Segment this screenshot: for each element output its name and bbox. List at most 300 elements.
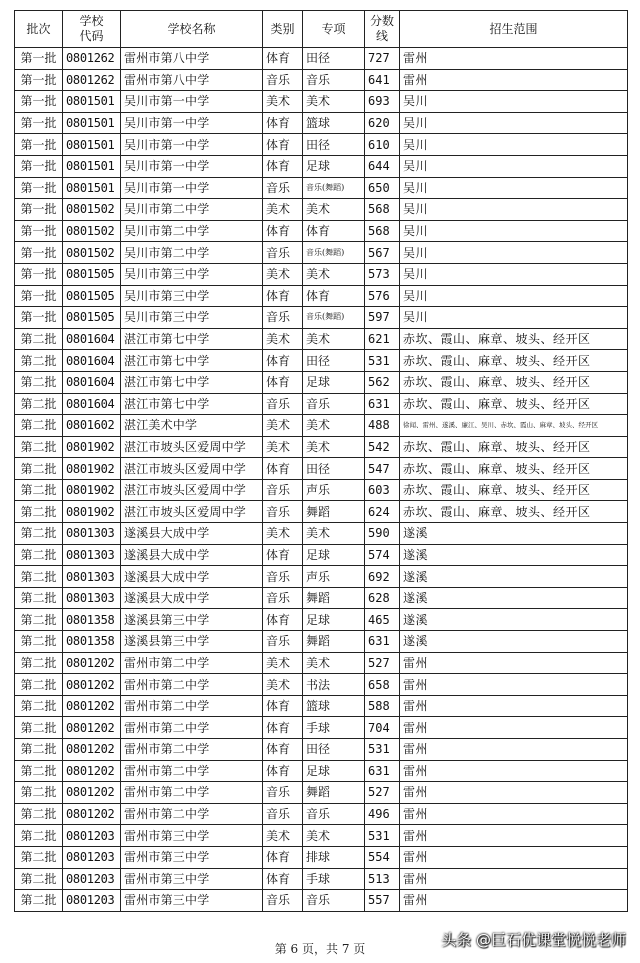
score-cell: 704 (365, 717, 400, 739)
school-code-cell: 0801902 (63, 458, 121, 480)
category-cell: 美术 (263, 825, 303, 847)
table-row (15, 501, 628, 523)
school-code-cell: 0801202 (63, 803, 121, 825)
scope-cell: 雷州 (400, 825, 628, 847)
category-cell: 体育 (263, 458, 303, 480)
table-row (15, 69, 628, 91)
scope-cell: 雷州 (400, 782, 628, 804)
batch-cell: 第二批 (15, 782, 63, 804)
specialty-cell: 音乐(舞蹈) (303, 307, 365, 329)
batch-cell: 第二批 (15, 415, 63, 437)
score-cell: 624 (365, 501, 400, 523)
table-row (15, 760, 628, 782)
batch-cell: 第一批 (15, 220, 63, 242)
school-code-cell: 0801604 (63, 350, 121, 372)
school-name-cell: 湛江美术中学 (121, 415, 263, 437)
score-cell: 650 (365, 177, 400, 199)
category-cell: 美术 (263, 436, 303, 458)
school-code-cell: 0801303 (63, 523, 121, 545)
table-row (15, 177, 628, 199)
score-cell: 547 (365, 458, 400, 480)
table-row (15, 587, 628, 609)
batch-cell: 第二批 (15, 609, 63, 631)
specialty-cell: 田径 (303, 458, 365, 480)
table-row (15, 652, 628, 674)
specialty-cell: 篮球 (303, 695, 365, 717)
school-name-cell: 吴川市第一中学 (121, 112, 263, 134)
scope-cell: 赤坎、霞山、麻章、坡头、经开区 (400, 350, 628, 372)
school-name-cell: 雷州市第三中学 (121, 890, 263, 912)
score-cell: 554 (365, 846, 400, 868)
category-cell: 美术 (263, 328, 303, 350)
score-cell: 727 (365, 48, 400, 70)
column-header: 专项 (303, 11, 365, 48)
category-cell: 体育 (263, 717, 303, 739)
specialty-cell: 田径 (303, 739, 365, 761)
category-cell: 体育 (263, 371, 303, 393)
scope-cell: 吴川 (400, 112, 628, 134)
category-cell: 音乐 (263, 393, 303, 415)
batch-cell: 第二批 (15, 436, 63, 458)
score-cell: 641 (365, 69, 400, 91)
scope-cell: 雷州 (400, 717, 628, 739)
school-code-cell: 0801203 (63, 846, 121, 868)
school-name-cell: 遂溪县大成中学 (121, 566, 263, 588)
batch-cell: 第二批 (15, 566, 63, 588)
category-cell: 体育 (263, 868, 303, 890)
batch-cell: 第二批 (15, 458, 63, 480)
school-name-cell: 湛江市坡头区爱周中学 (121, 479, 263, 501)
table-row (15, 199, 628, 221)
category-cell: 美术 (263, 415, 303, 437)
batch-cell: 第二批 (15, 674, 63, 696)
school-name-cell: 湛江市第七中学 (121, 328, 263, 350)
table-row (15, 220, 628, 242)
scope-cell: 吴川 (400, 220, 628, 242)
category-cell: 体育 (263, 220, 303, 242)
batch-cell: 第一批 (15, 242, 63, 264)
score-cell: 488 (365, 415, 400, 437)
table-row (15, 825, 628, 847)
school-name-cell: 雷州市第二中学 (121, 739, 263, 761)
scope-cell: 雷州 (400, 69, 628, 91)
specialty-cell: 田径 (303, 350, 365, 372)
category-cell: 体育 (263, 760, 303, 782)
score-cell: 610 (365, 134, 400, 156)
school-name-cell: 湛江市坡头区爱周中学 (121, 458, 263, 480)
specialty-cell: 美术 (303, 328, 365, 350)
scope-cell: 遂溪 (400, 566, 628, 588)
specialty-cell: 体育 (303, 285, 365, 307)
table-body (15, 48, 628, 912)
school-name-cell: 雷州市第三中学 (121, 868, 263, 890)
score-cell: 527 (365, 782, 400, 804)
school-name-cell: 湛江市坡头区爱周中学 (121, 436, 263, 458)
batch-cell: 第二批 (15, 501, 63, 523)
school-name-cell: 遂溪县大成中学 (121, 544, 263, 566)
batch-cell: 第一批 (15, 307, 63, 329)
school-code-cell: 0801902 (63, 436, 121, 458)
school-name-cell: 湛江市第七中学 (121, 393, 263, 415)
batch-cell: 第二批 (15, 393, 63, 415)
category-cell: 体育 (263, 155, 303, 177)
specialty-cell: 足球 (303, 609, 365, 631)
table-row (15, 695, 628, 717)
category-cell: 美术 (263, 652, 303, 674)
scope-cell: 遂溪 (400, 587, 628, 609)
scope-cell: 吴川 (400, 307, 628, 329)
table-row (15, 371, 628, 393)
batch-cell: 第一批 (15, 48, 63, 70)
school-code-cell: 0801202 (63, 652, 121, 674)
batch-cell: 第二批 (15, 587, 63, 609)
category-cell: 音乐 (263, 69, 303, 91)
category-cell: 音乐 (263, 307, 303, 329)
table-row (15, 328, 628, 350)
specialty-cell: 声乐 (303, 479, 365, 501)
column-header: 招生范围 (400, 11, 628, 48)
specialty-cell: 美术 (303, 436, 365, 458)
column-header: 学校 代码 (63, 11, 121, 48)
school-code-cell: 0801501 (63, 91, 121, 113)
specialty-cell: 美术 (303, 652, 365, 674)
school-name-cell: 吴川市第三中学 (121, 263, 263, 285)
batch-cell: 第二批 (15, 695, 63, 717)
school-code-cell: 0801202 (63, 760, 121, 782)
batch-cell: 第二批 (15, 652, 63, 674)
batch-cell: 第二批 (15, 803, 63, 825)
score-cell: 568 (365, 199, 400, 221)
score-cell: 620 (365, 112, 400, 134)
category-cell: 体育 (263, 112, 303, 134)
category-cell: 音乐 (263, 782, 303, 804)
school-code-cell: 0801502 (63, 220, 121, 242)
scope-cell: 赤坎、霞山、麻章、坡头、经开区 (400, 328, 628, 350)
school-name-cell: 遂溪县大成中学 (121, 587, 263, 609)
specialty-cell: 声乐 (303, 566, 365, 588)
specialty-cell: 足球 (303, 155, 365, 177)
table-row (15, 674, 628, 696)
batch-cell: 第一批 (15, 263, 63, 285)
score-cell: 692 (365, 566, 400, 588)
batch-cell: 第二批 (15, 350, 63, 372)
school-name-cell: 吴川市第二中学 (121, 242, 263, 264)
school-code-cell: 0801602 (63, 415, 121, 437)
scope-cell: 雷州 (400, 760, 628, 782)
score-cell: 576 (365, 285, 400, 307)
school-code-cell: 0801501 (63, 155, 121, 177)
batch-cell: 第二批 (15, 890, 63, 912)
scope-cell: 遂溪 (400, 609, 628, 631)
category-cell: 体育 (263, 846, 303, 868)
scope-cell: 吴川 (400, 134, 628, 156)
specialty-cell: 体育 (303, 220, 365, 242)
table-row (15, 566, 628, 588)
school-name-cell: 雷州市第二中学 (121, 695, 263, 717)
batch-cell: 第二批 (15, 328, 63, 350)
table-row (15, 631, 628, 653)
school-name-cell: 雷州市第二中学 (121, 717, 263, 739)
scope-cell: 雷州 (400, 868, 628, 890)
category-cell: 体育 (263, 134, 303, 156)
scope-cell: 雷州 (400, 739, 628, 761)
school-name-cell: 雷州市第三中学 (121, 846, 263, 868)
scope-cell: 遂溪 (400, 544, 628, 566)
score-cell: 531 (365, 825, 400, 847)
table-header (15, 11, 628, 48)
column-header: 分数 线 (365, 11, 400, 48)
scope-cell: 赤坎、霞山、麻章、坡头、经开区 (400, 371, 628, 393)
category-cell: 音乐 (263, 479, 303, 501)
school-name-cell: 遂溪县大成中学 (121, 523, 263, 545)
table-row (15, 717, 628, 739)
specialty-cell: 足球 (303, 371, 365, 393)
school-code-cell: 0801262 (63, 48, 121, 70)
specialty-cell: 音乐 (303, 69, 365, 91)
school-name-cell: 遂溪县第三中学 (121, 631, 263, 653)
table-row (15, 112, 628, 134)
school-name-cell: 雷州市第二中学 (121, 803, 263, 825)
scope-cell: 遂溪 (400, 523, 628, 545)
score-cell: 597 (365, 307, 400, 329)
batch-cell: 第一批 (15, 285, 63, 307)
table-row (15, 285, 628, 307)
specialty-cell: 足球 (303, 544, 365, 566)
school-name-cell: 雷州市第二中学 (121, 652, 263, 674)
school-name-cell: 吴川市第一中学 (121, 177, 263, 199)
category-cell: 美术 (263, 91, 303, 113)
category-cell: 体育 (263, 695, 303, 717)
specialty-cell: 美术 (303, 263, 365, 285)
school-code-cell: 0801502 (63, 242, 121, 264)
specialty-cell: 手球 (303, 717, 365, 739)
score-cell: 603 (365, 479, 400, 501)
scope-cell: 雷州 (400, 48, 628, 70)
batch-cell: 第一批 (15, 155, 63, 177)
school-name-cell: 吴川市第二中学 (121, 220, 263, 242)
specialty-cell: 田径 (303, 134, 365, 156)
school-code-cell: 0801604 (63, 328, 121, 350)
table-row (15, 458, 628, 480)
batch-cell: 第一批 (15, 91, 63, 113)
school-code-cell: 0801203 (63, 868, 121, 890)
school-code-cell: 0801202 (63, 695, 121, 717)
category-cell: 体育 (263, 739, 303, 761)
batch-cell: 第一批 (15, 69, 63, 91)
score-cell: 590 (365, 523, 400, 545)
scope-cell: 吴川 (400, 263, 628, 285)
scope-cell: 吴川 (400, 177, 628, 199)
school-code-cell: 0801902 (63, 501, 121, 523)
scope-cell: 雷州 (400, 652, 628, 674)
score-cell: 531 (365, 350, 400, 372)
category-cell: 音乐 (263, 242, 303, 264)
table-row (15, 846, 628, 868)
scope-cell: 赤坎、霞山、麻章、坡头、经开区 (400, 458, 628, 480)
score-cell: 644 (365, 155, 400, 177)
scope-cell: 雷州 (400, 890, 628, 912)
scope-cell: 赤坎、霞山、麻章、坡头、经开区 (400, 501, 628, 523)
school-name-cell: 吴川市第一中学 (121, 91, 263, 113)
school-code-cell: 0801604 (63, 371, 121, 393)
score-cell: 588 (365, 695, 400, 717)
batch-cell: 第一批 (15, 112, 63, 134)
specialty-cell: 舞蹈 (303, 587, 365, 609)
page-footer: 第 6 页，共 7 页 (274, 942, 366, 956)
table-row (15, 91, 628, 113)
specialty-cell: 音乐(舞蹈) (303, 177, 365, 199)
category-cell: 体育 (263, 544, 303, 566)
specialty-cell: 舞蹈 (303, 782, 365, 804)
category-cell: 音乐 (263, 566, 303, 588)
table-row (15, 436, 628, 458)
school-name-cell: 雷州市第二中学 (121, 760, 263, 782)
batch-cell: 第二批 (15, 479, 63, 501)
category-cell: 美术 (263, 263, 303, 285)
batch-cell: 第二批 (15, 544, 63, 566)
batch-cell: 第二批 (15, 760, 63, 782)
school-code-cell: 0801202 (63, 739, 121, 761)
batch-cell: 第一批 (15, 134, 63, 156)
school-code-cell: 0801202 (63, 717, 121, 739)
school-code-cell: 0801202 (63, 782, 121, 804)
score-cell: 527 (365, 652, 400, 674)
school-code-cell: 0801203 (63, 825, 121, 847)
batch-cell: 第二批 (15, 717, 63, 739)
category-cell: 体育 (263, 285, 303, 307)
column-header: 批次 (15, 11, 63, 48)
school-code-cell: 0801303 (63, 587, 121, 609)
score-cell: 693 (365, 91, 400, 113)
school-name-cell: 湛江市第七中学 (121, 350, 263, 372)
category-cell: 音乐 (263, 501, 303, 523)
school-code-cell: 0801505 (63, 263, 121, 285)
table-row (15, 415, 628, 437)
specialty-cell: 音乐 (303, 803, 365, 825)
batch-cell: 第二批 (15, 631, 63, 653)
table-row (15, 134, 628, 156)
school-code-cell: 0801501 (63, 177, 121, 199)
school-code-cell: 0801303 (63, 544, 121, 566)
table-row (15, 242, 628, 264)
specialty-cell: 音乐 (303, 393, 365, 415)
score-cell: 631 (365, 760, 400, 782)
specialty-cell: 美术 (303, 825, 365, 847)
table-row (15, 263, 628, 285)
score-cell: 496 (365, 803, 400, 825)
specialty-cell: 美术 (303, 91, 365, 113)
table-row (15, 350, 628, 372)
specialty-cell: 音乐(舞蹈) (303, 242, 365, 264)
specialty-cell: 音乐 (303, 890, 365, 912)
batch-cell: 第二批 (15, 846, 63, 868)
table-row (15, 782, 628, 804)
scope-cell: 雷州 (400, 695, 628, 717)
score-cell: 531 (365, 739, 400, 761)
batch-cell: 第二批 (15, 825, 63, 847)
specialty-cell: 美术 (303, 199, 365, 221)
specialty-cell: 舞蹈 (303, 501, 365, 523)
score-cell: 658 (365, 674, 400, 696)
school-name-cell: 遂溪县第三中学 (121, 609, 263, 631)
school-name-cell: 雷州市第三中学 (121, 825, 263, 847)
score-cell: 628 (365, 587, 400, 609)
specialty-cell: 手球 (303, 868, 365, 890)
category-cell: 音乐 (263, 803, 303, 825)
school-name-cell: 湛江市第七中学 (121, 371, 263, 393)
score-cell: 621 (365, 328, 400, 350)
batch-cell: 第二批 (15, 868, 63, 890)
column-header: 学校名称 (121, 11, 263, 48)
score-cell: 542 (365, 436, 400, 458)
admission-table-page (14, 10, 627, 912)
school-code-cell: 0801262 (63, 69, 121, 91)
header-row (15, 11, 628, 48)
table-row (15, 609, 628, 631)
specialty-cell: 舞蹈 (303, 631, 365, 653)
school-code-cell: 0801604 (63, 393, 121, 415)
specialty-cell: 美术 (303, 415, 365, 437)
scope-cell: 吴川 (400, 199, 628, 221)
table-row (15, 155, 628, 177)
table-row (15, 803, 628, 825)
batch-cell: 第二批 (15, 739, 63, 761)
category-cell: 体育 (263, 609, 303, 631)
table-row (15, 393, 628, 415)
category-cell: 音乐 (263, 587, 303, 609)
scope-cell: 徐闻、雷州、遂溪、廉江、吴川、赤坎、霞山、麻章、坡头、经开区 (400, 415, 628, 437)
score-cell: 568 (365, 220, 400, 242)
score-cell: 562 (365, 371, 400, 393)
category-cell: 美术 (263, 523, 303, 545)
score-cell: 631 (365, 393, 400, 415)
school-code-cell: 0801358 (63, 609, 121, 631)
school-name-cell: 吴川市第三中学 (121, 307, 263, 329)
school-name-cell: 吴川市第一中学 (121, 155, 263, 177)
school-code-cell: 0801505 (63, 307, 121, 329)
school-code-cell: 0801902 (63, 479, 121, 501)
scope-cell: 吴川 (400, 91, 628, 113)
table-row (15, 48, 628, 70)
specialty-cell: 美术 (303, 523, 365, 545)
column-header: 类别 (263, 11, 303, 48)
category-cell: 音乐 (263, 177, 303, 199)
scope-cell: 吴川 (400, 155, 628, 177)
table-row (15, 544, 628, 566)
scope-cell: 吴川 (400, 242, 628, 264)
school-name-cell: 吴川市第二中学 (121, 199, 263, 221)
table-row (15, 479, 628, 501)
category-cell: 体育 (263, 350, 303, 372)
school-code-cell: 0801203 (63, 890, 121, 912)
school-name-cell: 雷州市第二中学 (121, 674, 263, 696)
table-row (15, 868, 628, 890)
score-cell: 573 (365, 263, 400, 285)
scope-cell: 雷州 (400, 803, 628, 825)
table-row (15, 739, 628, 761)
scope-cell: 雷州 (400, 674, 628, 696)
school-name-cell: 吴川市第三中学 (121, 285, 263, 307)
school-code-cell: 0801303 (63, 566, 121, 588)
score-cell: 557 (365, 890, 400, 912)
scope-cell: 吴川 (400, 285, 628, 307)
specialty-cell: 排球 (303, 846, 365, 868)
batch-cell: 第二批 (15, 523, 63, 545)
score-cell: 465 (365, 609, 400, 631)
school-name-cell: 吴川市第一中学 (121, 134, 263, 156)
batch-cell: 第一批 (15, 177, 63, 199)
school-code-cell: 0801505 (63, 285, 121, 307)
